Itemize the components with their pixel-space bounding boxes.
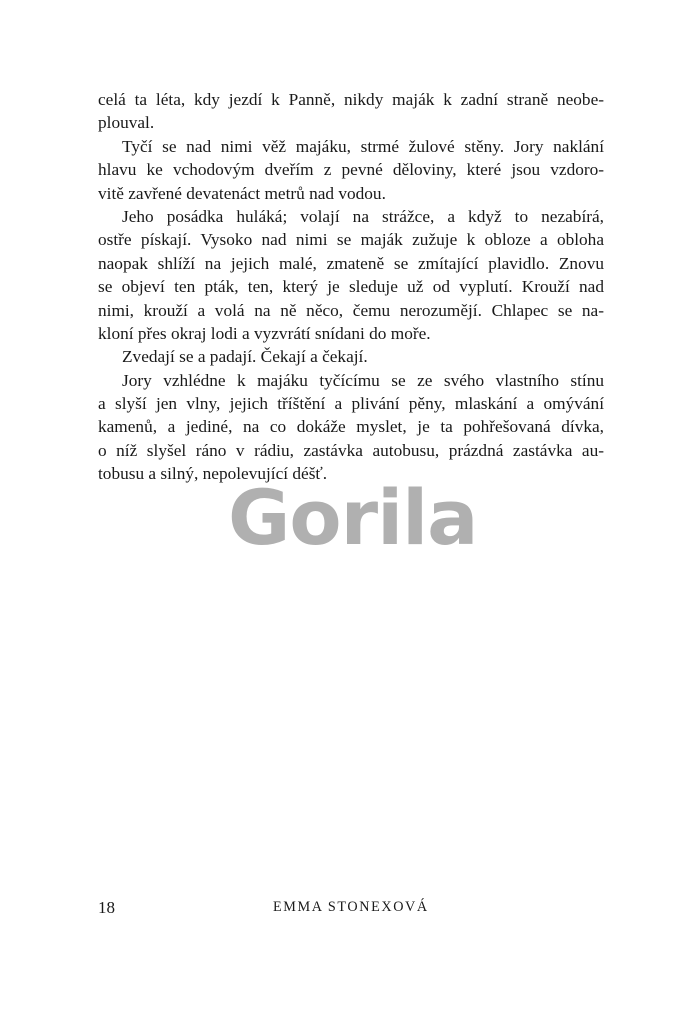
body-text	[98, 88, 604, 486]
text-line: se objeví ten pták, ten, který je sleduje už od vyplutí. Krouží nad	[98, 277, 604, 297]
text-line: plouval.	[98, 113, 155, 133]
text-line: nimi, krouží a volá na ně něco, čemu nerozumějí. Chlapec se na-	[98, 300, 604, 320]
text-line: naopak shlíží na jejich malé, zmateně se zmítající plavidlo. Znovu	[98, 253, 604, 273]
text-line: hlavu ke vchodovým dveřím z pevné děloviny, které jsou vzdoro-	[98, 160, 604, 180]
page-number: 18	[98, 898, 115, 917]
text-line: o níž slyšel ráno v rádiu, zastávka autobusu, prázdná zastávka au-	[98, 440, 604, 460]
running-head: EMMA STONEXOVÁ	[273, 899, 429, 915]
text-line: a slyší jen vlny, jejich tříštění a plivání pěny, mlaskání a omývání	[98, 394, 604, 414]
text-line: kamenů, a jediné, na co dokáže myslet, je ta pohřešovaná dívka,	[98, 417, 604, 437]
text-line: tobusu a silný, nepolevující déšť.	[98, 464, 328, 484]
text-line: vitě zavřené devatenáct metrů nad vodou.	[98, 183, 386, 203]
watermark-logo: Gorila	[228, 473, 478, 562]
text-line: ostře pískají. Vysoko nad nimi se maják zužuje k obloze a obloha	[98, 230, 604, 250]
text-line: Tyčí se nad nimi věž majáku, strmé žulové stěny. Jory naklání	[122, 136, 604, 156]
text-line: Jory vzhlédne k majáku tyčícímu se ze svého vlastního stínu	[122, 370, 604, 390]
text-line: Jeho posádka huláká; volají na strážce, a když to nezabírá,	[122, 206, 604, 226]
text-line: celá ta léta, kdy jezdí k Panně, nikdy maják k zadní straně neobe-	[98, 90, 604, 109]
text-line: kloní přes okraj lodi a vyzvrátí snídani do moře.	[98, 323, 431, 343]
text-line: Zvedají se a padají. Čekají a čekají.	[122, 347, 368, 367]
page-footer	[98, 898, 604, 922]
